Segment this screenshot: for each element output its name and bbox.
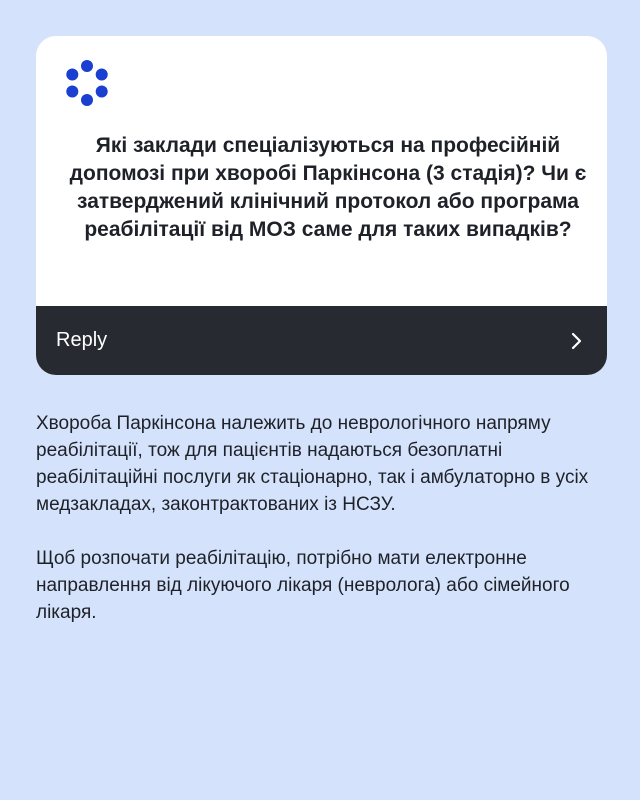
question-card — [36, 36, 607, 375]
dotted-ring-logo-icon — [62, 58, 112, 108]
answer-text — [36, 410, 596, 653]
answer-paragraph: Щоб розпочати реабілітацію, потрібно мати електронне направлення від лікуючого лікаря (невролога) або сімейного лікаря. — [36, 548, 570, 623]
reply-button[interactable] — [36, 306, 607, 375]
question-text: Які заклади спеціалізуються на професійній допомозі при хворобі Паркінсона (3 стадія)? Чи є затверджений клінічний протокол або програма реабілітації від МОЗ саме для таких випадків? — [69, 134, 587, 241]
answer-paragraph: Хвороба Паркінсона належить до неврологічного напряму реабілітації, тож для пацієнтів надаються безоплатні реабілітаційні послуги як стаціонарно, так і амбулаторно в усіх медзакладах, законтрактованих із НСЗУ. — [36, 413, 589, 515]
reply-label: Reply — [56, 329, 108, 351]
chevron-right-icon — [567, 332, 585, 350]
